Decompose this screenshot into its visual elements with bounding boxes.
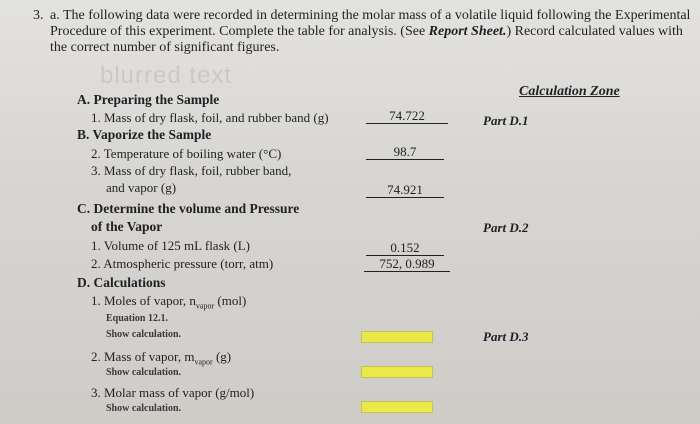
calculation-zone-title: Calculation Zone [519,84,620,99]
molar-mass-label: 3. Molar mass of vapor (g/mol) [91,385,255,400]
mass-show-calc: Show calculation. [106,367,182,378]
mass-answer-box[interactable] [361,366,433,378]
molar-mass-show-calc: Show calculation. [106,403,182,414]
mass-vapor-calc-label: 2. Mass of vapor, $m_{vapor}$ (g) [91,349,232,367]
section-c-title-2: of the Vapor [91,219,163,234]
mass-flask-value: 74.722 [366,108,448,124]
moles-answer-box[interactable] [361,331,433,343]
mass-vapor-label-1: 3. Mass of dry flask, foil, rubber band, [91,163,292,178]
atm-pressure-value: 752, 0.989 [364,256,450,272]
section-a-title: A. Preparing the Sample [77,92,220,107]
part-d2-label: Part D.2 [483,220,529,235]
moles-show-calc: Show calculation. [106,329,182,340]
question-line-2-post: ) Record calculated values with [506,24,683,39]
mass-vapor-value: 74.921 [366,182,444,198]
question-line-2-pre: Procedure of this experiment. Complete the table for analysis. (See [50,24,429,39]
part-d1-label: Part D.1 [483,113,529,128]
section-b-title: B. Vaporize the Sample [77,127,212,142]
boiling-temp-label: 2. Temperature of boiling water (°C) [91,146,282,161]
moles-vapor-label: 1. Moles of vapor, $n_{vapor}$ (mol) [91,293,247,311]
question-line-2 [50,24,683,40]
molar-mass-answer-box[interactable] [361,401,433,413]
question-line-1: a. The following data were recorded in determining the molar mass of a volatile liquid following the Experimental [50,8,691,23]
mass-vapor-label-2: and vapor (g) [106,180,177,195]
question-line-3: the correct number of significant figures. [50,40,280,55]
boiling-temp-value: 98.7 [366,144,444,160]
section-c-title-1: C. Determine the volume and Pressure [77,201,300,216]
mass-flask-label: 1. Mass of dry flask, foil, and rubber band (g) [91,110,329,125]
section-d-title: D. Calculations [77,275,166,290]
atm-pressure-label: 2. Atmospheric pressure (torr, atm) [91,256,274,271]
report-sheet-ref: Report Sheet. [428,24,507,39]
bleed-through-text: blurred text [100,62,233,89]
flask-volume-label: 1. Volume of 125 mL flask (L) [91,238,250,253]
part-d3-label: Part D.3 [483,329,529,344]
flask-volume-value: 0.152 [366,240,444,256]
question-number: 3. [33,8,44,23]
equation-note: Equation 12.1. [106,313,168,324]
